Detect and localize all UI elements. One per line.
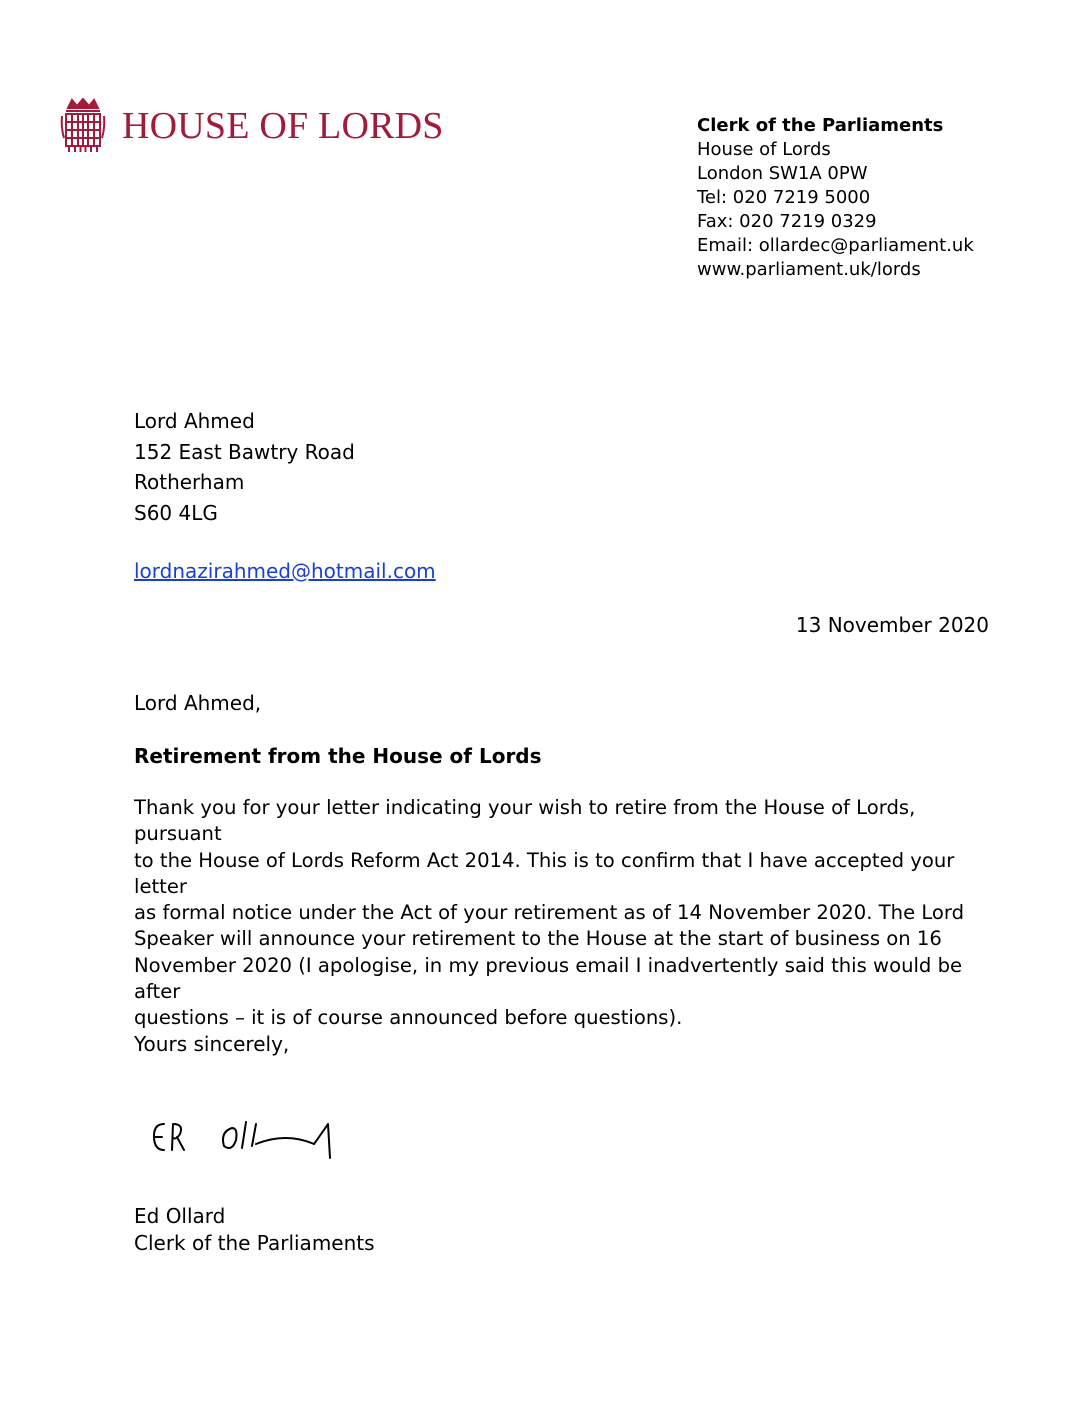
recipient-name: Lord Ahmed [134, 409, 255, 433]
signer-block [134, 1203, 375, 1257]
body-line: Speaker will announce your retirement to the House at the start of business on 16 [134, 927, 942, 951]
signature-area [146, 1110, 346, 1174]
signer-name: Ed Ollard [134, 1204, 226, 1228]
salutation: Lord Ahmed, [134, 691, 262, 715]
recipient-street: 152 East Bawtry Road [134, 439, 355, 464]
sender-email: Email: ollardec@parliament.uk [697, 235, 974, 256]
letter-date: 13 November 2020 [795, 613, 989, 637]
closing: Yours sincerely, [134, 1032, 290, 1056]
sender-phone: Tel: 020 7219 5000 [697, 187, 871, 208]
sender-fax: Fax: 020 7219 0329 [697, 211, 877, 232]
house-of-lords-logo [60, 98, 444, 154]
recipient-postcode: S60 4LG [134, 500, 218, 525]
sender-title: Clerk of the Parliaments [697, 115, 944, 136]
recipient-email-link[interactable]: lordnazirahmed@hotmail.com [134, 559, 436, 583]
letter-body [134, 795, 984, 1032]
sender-line: House of Lords [697, 139, 831, 160]
body-line: questions – it is of course announced before questions). [134, 1006, 683, 1030]
sender-line: London SW1A 0PW [697, 163, 868, 184]
logo-text: HOUSE OF LORDS [122, 105, 444, 147]
handwritten-signature-icon [146, 1110, 346, 1170]
body-line: November 2020 (I apologise, in my previous email I inadvertently said this would be after [134, 953, 963, 1004]
sender-address-block [697, 114, 974, 282]
recipient-town: Rotherham [134, 470, 245, 494]
recipient-address-block [134, 406, 355, 528]
body-line: Thank you for your letter indicating your wish to retire from the House of Lords, pursuant [134, 796, 916, 846]
body-line: to the House of Lords Reform Act 2014. This is to confirm that I have accepted your letter [134, 848, 955, 898]
sender-website: www.parliament.uk/lords [697, 259, 921, 280]
signer-title: Clerk of the Parliaments [134, 1231, 375, 1255]
body-line: as formal notice under the Act of your retirement as of 14 November 2020. The Lord [134, 901, 965, 925]
portcullis-icon [60, 98, 106, 154]
letter-subject: Retirement from the House of Lords [134, 744, 542, 768]
